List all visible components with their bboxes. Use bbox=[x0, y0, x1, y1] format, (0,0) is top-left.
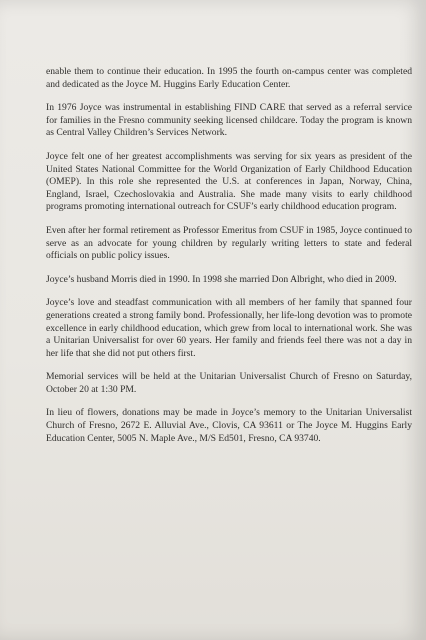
paragraph-family-devotion: Joyce’s love and steadfast communication with all members of her family that spanned four generations created a strong family bond. Professionally, her life-long devotion was to promote excellence in early childhood education, which grew from local to international work. She was a Unitarian Universalist for over 60 years. Her family and friends feel there was not a day in her life that she did not put others first. bbox=[46, 297, 412, 359]
paragraph-find-care: In 1976 Joyce was instrumental in establishing FIND CARE that served as a referral service for families in the Fresno community seeking licensed childcare. Today the program is known as Central Valley Children’s Services Network. bbox=[46, 102, 412, 139]
paragraph-memorial-services: Memorial services will be held at the Unitarian Universalist Church of Fresno on Saturday, October 20 at 1:30 PM. bbox=[46, 371, 412, 395]
paragraph-retirement: Even after her formal retirement as Professor Emeritus from CSUF in 1985, Joyce continued to serve as an advocate for young children by regularly writing letters to state and federal officials on public policy issues. bbox=[46, 224, 412, 262]
document-body bbox=[46, 66, 412, 456]
paragraph-education-center: enable them to continue their education. In 1995 the fourth on-campus center was completed and dedicated as the Joyce M. Huggins Early Education Center. bbox=[46, 66, 412, 90]
paragraph-spouses: Joyce’s husband Morris died in 1990. In 1998 she married Don Albright, who died in 2009. bbox=[46, 273, 397, 285]
paragraph-donations: In lieu of flowers, donations may be made in Joyce’s memory to the Unitarian Universalist Church of Fresno, 2672 E. Alluvial Ave., Clovis, CA 93611 or The Joyce M. Huggins Early Education Center, 5005 N. Maple Ave., M/S Ed501, Fresno, CA 93740. bbox=[46, 407, 412, 444]
paragraph-omep: Joyce felt one of her greatest accomplishments was serving for six years as president of the United States National Committee for the World Organization of Early Childhood Education (OMEP). In this role she represented the U.S. at conferences in Japan, Norway, China, England, Israel, Czechoslovakia and Australia. She made many visits to early childhood programs promoting international outreach for CSUF’s early childhood education program. bbox=[46, 150, 412, 213]
